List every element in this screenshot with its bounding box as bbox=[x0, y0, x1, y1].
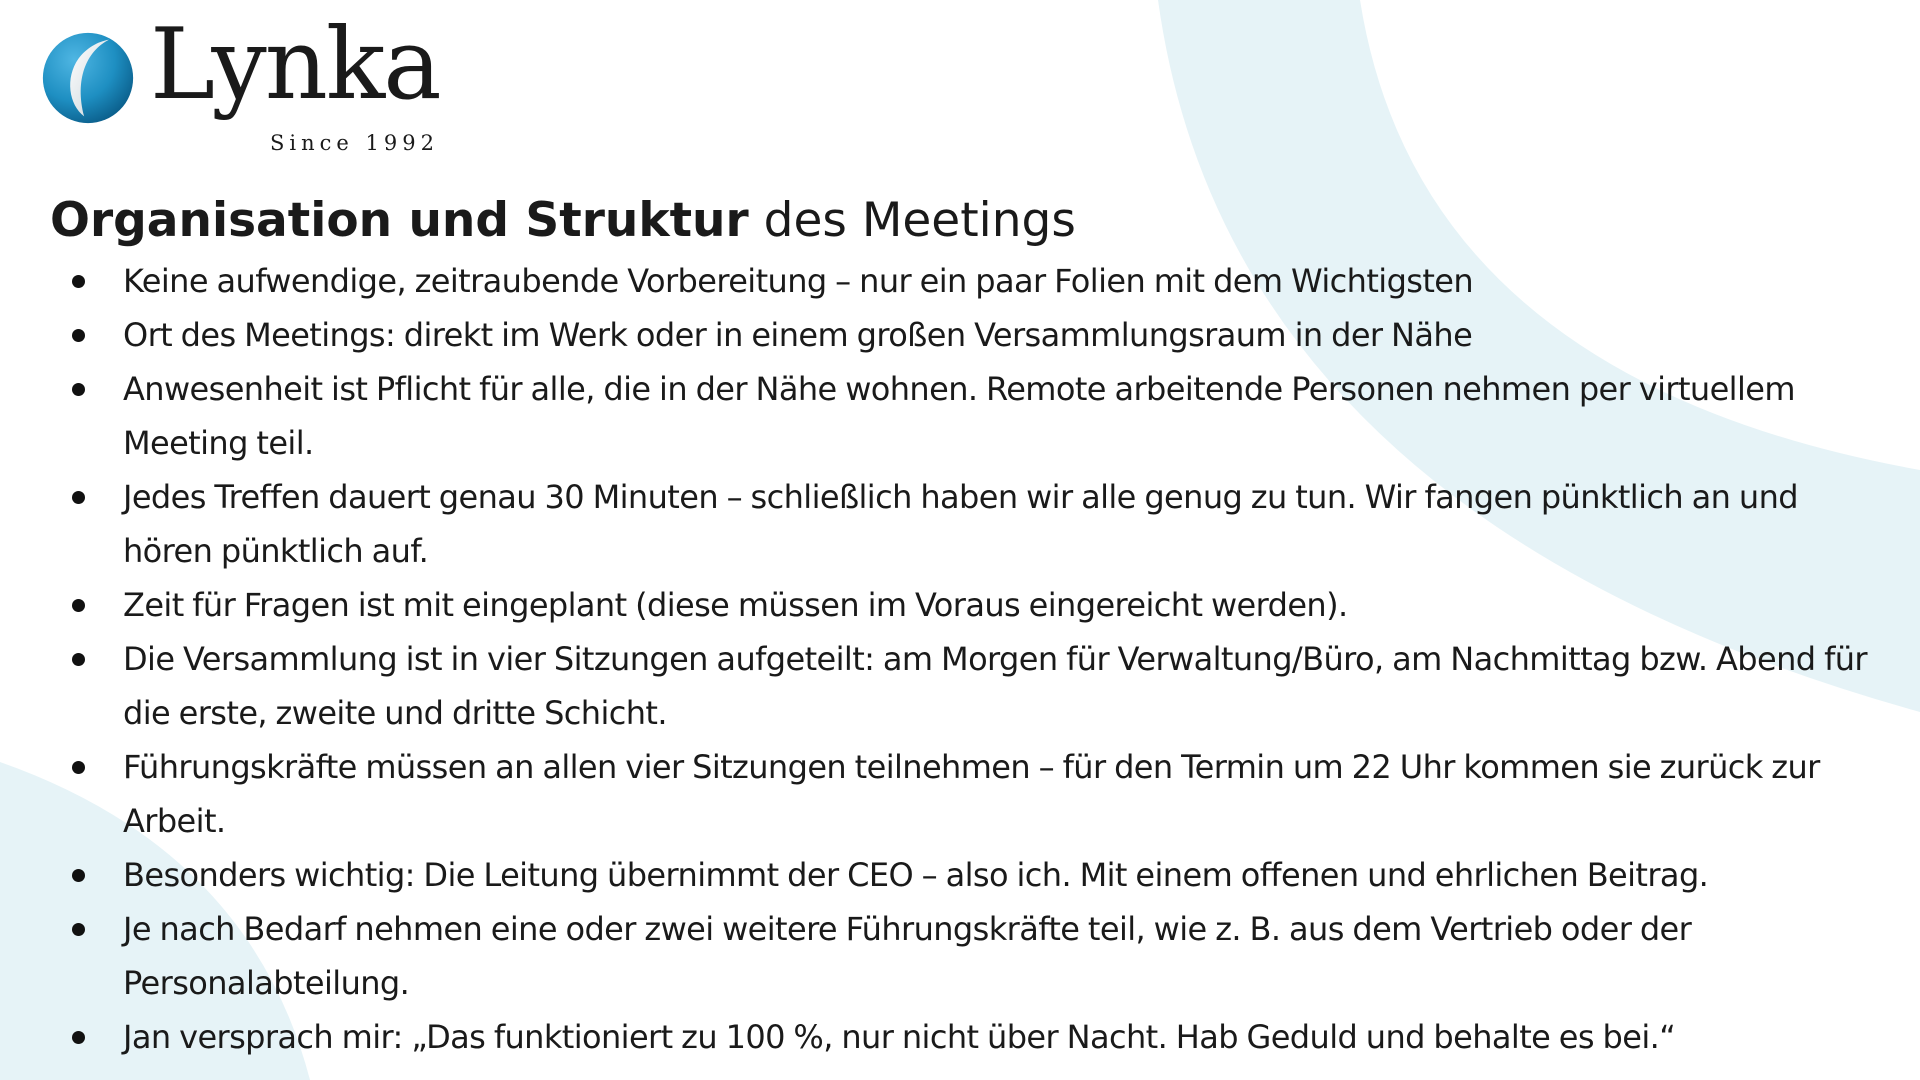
bullet-icon bbox=[72, 275, 85, 288]
logo-tagline: Since 1992 bbox=[270, 131, 439, 155]
list-item bbox=[50, 632, 1890, 740]
bullet-icon bbox=[72, 329, 85, 342]
bullet-list bbox=[50, 254, 1890, 1064]
slide-title bbox=[50, 190, 1890, 252]
bullet-icon bbox=[72, 761, 85, 774]
bullet-text: Die Versammlung ist in vier Sitzungen aufgeteilt: am Morgen für Verwaltung/Büro, am Nachmittag bzw. Abend für die erste, zweite und dritte Schicht. bbox=[123, 640, 1867, 732]
bullet-text: Ort des Meetings: direkt im Werk oder in einem großen Versammlungsraum in der Nähe bbox=[123, 316, 1473, 354]
list-item bbox=[50, 362, 1890, 470]
bullet-icon bbox=[72, 491, 85, 504]
logo-globe-icon bbox=[40, 30, 136, 126]
bullet-icon bbox=[72, 869, 85, 882]
bullet-text: Zeit für Fragen ist mit eingeplant (diese müssen im Voraus eingereicht werden). bbox=[123, 586, 1348, 624]
list-item bbox=[50, 308, 1890, 362]
bullet-text: Anwesenheit ist Pflicht für alle, die in der Nähe wohnen. Remote arbeitende Personen nehmen per virtuellem Meeting teil. bbox=[123, 370, 1795, 462]
bullet-text: Keine aufwendige, zeitraubende Vorbereitung – nur ein paar Folien mit dem Wichtigsten bbox=[123, 262, 1474, 300]
slide-content bbox=[50, 190, 1890, 1064]
list-item bbox=[50, 902, 1890, 1010]
bullet-icon bbox=[72, 923, 85, 936]
company-logo bbox=[40, 8, 460, 158]
bullet-icon bbox=[72, 383, 85, 396]
bullet-text: Führungskräfte müssen an allen vier Sitzungen teilnehmen – für den Termin um 22 Uhr kommen sie zurück zur Arbeit. bbox=[123, 748, 1820, 840]
bullet-text: Jan versprach mir: „Das funktioniert zu 100 %, nur nicht über Nacht. Hab Geduld und behalte es bei.“ bbox=[123, 1018, 1676, 1056]
list-item bbox=[50, 578, 1890, 632]
list-item bbox=[50, 740, 1890, 848]
list-item bbox=[50, 254, 1890, 308]
list-item bbox=[50, 848, 1890, 902]
slide-title-normal: des Meetings bbox=[763, 193, 1076, 248]
bullet-text: Jedes Treffen dauert genau 30 Minuten – schließlich haben wir alle genug zu tun. Wir fangen pünktlich an und hören pünktlich auf. bbox=[123, 478, 1798, 570]
bullet-icon bbox=[72, 1031, 85, 1044]
bullet-icon bbox=[72, 653, 85, 666]
slide-title-bold: Organisation und Struktur bbox=[50, 193, 749, 248]
bullet-icon bbox=[72, 599, 85, 612]
list-item bbox=[50, 1010, 1890, 1064]
list-item bbox=[50, 470, 1890, 578]
bullet-text: Je nach Bedarf nehmen eine oder zwei weitere Führungskräfte teil, wie z. B. aus dem Vertrieb oder der Personalabteilung. bbox=[123, 910, 1692, 1002]
logo-wordmark: Lynka bbox=[150, 8, 440, 122]
bullet-text: Besonders wichtig: Die Leitung übernimmt der CEO – also ich. Mit einem offenen und ehrlichen Beitrag. bbox=[123, 856, 1709, 894]
